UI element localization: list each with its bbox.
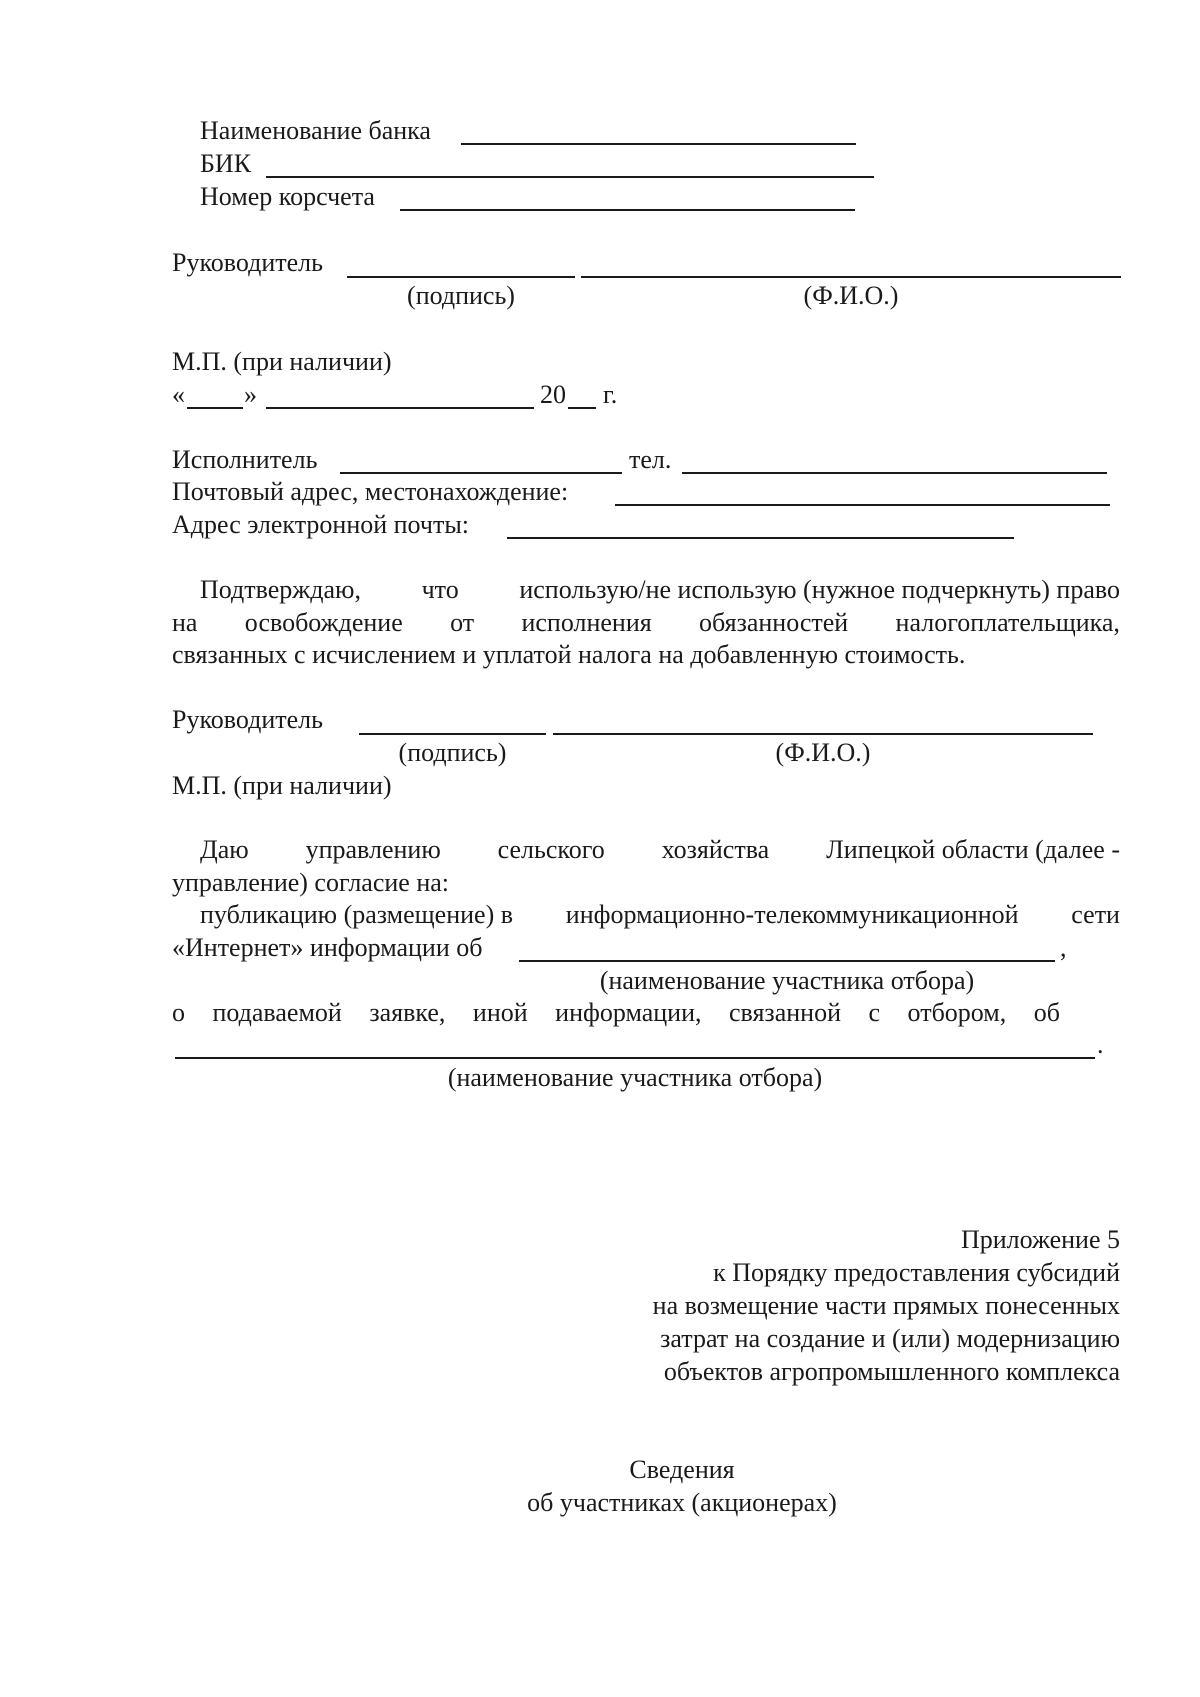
consent-word: отбором, [907, 998, 1007, 1027]
consent-word: хозяйства [661, 835, 770, 864]
date-month-field[interactable] [266, 407, 534, 409]
consent-word: информации, [555, 998, 702, 1027]
bank-name-field[interactable] [461, 143, 856, 145]
consent-word: сельского [497, 835, 605, 864]
appendix-line-4: затрат на создание и (или) модернизацию [660, 1324, 1120, 1353]
corr-account-label: Номер корсчета [200, 182, 375, 211]
vat-paragraph-line-3: связанных с исчислением и уплатой налога на добавленную стоимость. [172, 640, 966, 669]
consent-word: с [868, 998, 881, 1027]
phone-label: тел. [629, 445, 672, 474]
fio-caption-2: (Ф.И.О.) [775, 738, 871, 767]
phone-field[interactable] [682, 472, 1107, 474]
year-prefix: 20 [540, 380, 566, 409]
vat-word: Подтверждаю, [200, 575, 361, 604]
participant-name-caption-1: (наименование участника отбора) [599, 966, 975, 995]
vat-word: от [450, 608, 475, 637]
consent-word: информационно-телекоммуникационной [565, 900, 1019, 929]
vat-word: налогоплательщика, [895, 608, 1120, 637]
appendix-line-1: Приложение 5 [960, 1225, 1120, 1254]
vat-word: что [421, 575, 459, 604]
consent-word: Даю [200, 835, 249, 864]
consent-line-2: управление) согласие на: [172, 868, 449, 897]
year-suffix: г. [603, 380, 618, 409]
consent-word: о [172, 998, 185, 1027]
consent-word: Липецкой области (далее - [826, 835, 1120, 864]
consent-word: подаваемой [212, 998, 342, 1027]
consent-word: об [1033, 998, 1060, 1027]
consent-word: заявке, [369, 998, 446, 1027]
fio-field[interactable] [581, 276, 1121, 278]
consent-line-6-suffix: . [1097, 1030, 1104, 1059]
signature-caption: (подпись) [407, 281, 515, 310]
bik-label: БИК [200, 149, 252, 178]
fio-field-2[interactable] [553, 733, 1093, 735]
head-label: Руководитель [172, 248, 323, 277]
participant-name-caption-2: (наименование участника отбора) [447, 1063, 823, 1092]
stamp-label-2: М.П. (при наличии) [172, 771, 392, 800]
consent-word: публикацию (размещение) в [200, 900, 514, 929]
signature-field[interactable] [347, 276, 575, 278]
corr-account-field[interactable] [400, 209, 855, 211]
email-label: Адрес электронной почты: [172, 510, 470, 539]
date-year-field[interactable] [568, 407, 596, 409]
vat-paragraph-line-1 [200, 575, 1120, 605]
email-field[interactable] [507, 537, 1014, 539]
vat-word: на [172, 608, 198, 637]
consent-line-4-prefix: «Интернет» информации об [172, 933, 483, 962]
section-title-line-2: об участниках (акционерах) [527, 1488, 837, 1517]
postal-address-field[interactable] [615, 504, 1110, 506]
appendix-line-5: объектов агропромышленного комплекса [663, 1357, 1120, 1386]
fio-caption: (Ф.И.О.) [803, 281, 899, 310]
vat-paragraph-line-2 [172, 608, 1120, 638]
executor-label: Исполнитель [172, 445, 318, 474]
participant-name-field-1[interactable] [519, 960, 1055, 962]
participant-name-field-2[interactable] [175, 1057, 1095, 1059]
signature-field-2[interactable] [359, 733, 546, 735]
consent-line-3 [200, 900, 1120, 930]
consent-word: управлению [305, 835, 441, 864]
head-label-2: Руководитель [172, 705, 323, 734]
vat-word: обязанностей [699, 608, 849, 637]
vat-word: исполнения [521, 608, 652, 637]
consent-word: сети [1071, 900, 1120, 929]
consent-line-5 [172, 998, 1060, 1028]
vat-word: использую/не использую (нужное подчеркнуть) право [519, 575, 1120, 604]
signature-caption-2: (подпись) [398, 738, 507, 767]
postal-address-label: Почтовый адрес, местонахождение: [172, 477, 569, 506]
bik-field[interactable] [266, 176, 874, 178]
section-title-line-1: Сведения [629, 1455, 735, 1484]
consent-line-1 [200, 835, 1120, 865]
executor-field[interactable] [340, 472, 622, 474]
date-day-field[interactable] [187, 407, 243, 409]
appendix-line-2: к Порядку предоставления субсидий [713, 1258, 1120, 1287]
appendix-line-3: на возмещение части прямых понесенных [652, 1291, 1120, 1320]
consent-line-4-suffix: , [1060, 933, 1067, 962]
stamp-label: М.П. (при наличии) [172, 347, 392, 376]
bank-name-label: Наименование банка [200, 116, 431, 145]
consent-word: иной [472, 998, 528, 1027]
vat-word: освобождение [244, 608, 403, 637]
date-close-quote: » [244, 380, 257, 409]
consent-word: связанной [729, 998, 841, 1027]
date-open-quote: « [172, 380, 185, 409]
